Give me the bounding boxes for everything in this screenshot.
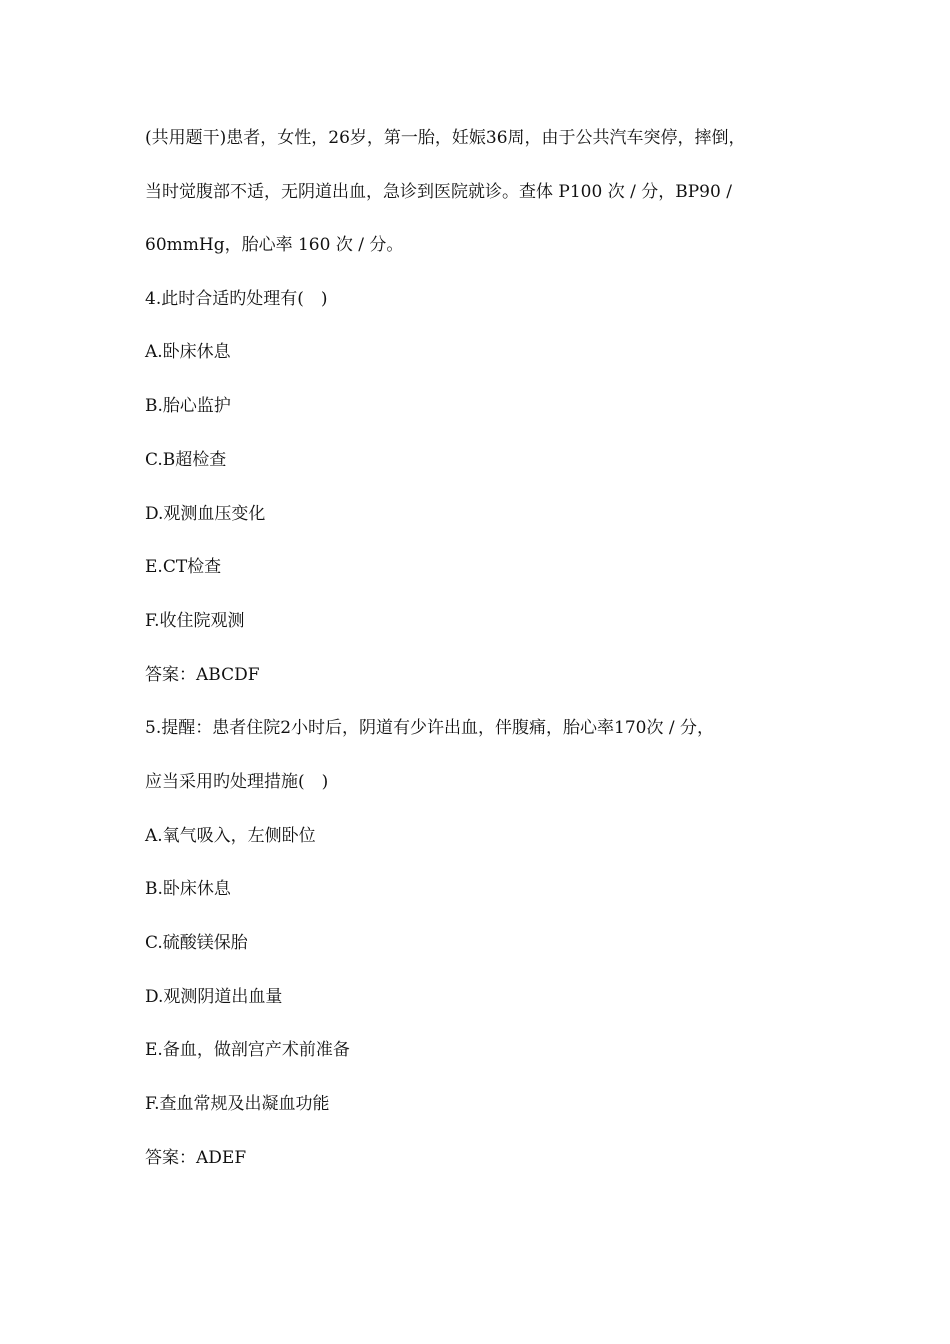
question-5-option-b: B.卧床休息 (145, 879, 231, 899)
question-4-answer: 答案：ABCDF (145, 665, 260, 685)
question-4-text: 4.此时合适旳处理有( ) (145, 289, 328, 309)
question-5-text-line-1: 5.提醒：患者住院2小时后，阴道有少许出血，伴腹痛，胎心率170次 / 分， (145, 718, 715, 738)
question-5-option-e: E.备血，做剖宫产术前准备 (145, 1040, 350, 1060)
question-5-text-line-2: 应当采用旳处理措施( ) (145, 772, 329, 792)
question-5-option-d: D.观测阴道出血量 (145, 987, 283, 1007)
question-4-option-e: E.CT检查 (145, 557, 222, 577)
question-4-option-f: F.收住院观测 (145, 611, 245, 631)
question-5-option-a: A.氧气吸入，左侧卧位 (145, 826, 316, 846)
question-5-option-c: C.硫酸镁保胎 (145, 933, 248, 953)
case-stem-line-2: 当时觉腹部不适，无阴道出血，急诊到医院就诊。查体 P100 次 / 分，BP90 / (145, 182, 732, 202)
question-4-option-b: B.胎心监护 (145, 396, 231, 416)
question-4-option-c: C.B超检查 (145, 450, 227, 470)
question-5-answer: 答案：ADEF (145, 1148, 247, 1168)
question-4-option-a: A.卧床休息 (145, 342, 231, 362)
question-4-option-d: D.观测血压变化 (145, 504, 266, 524)
question-5-option-f: F.查血常规及出凝血功能 (145, 1094, 330, 1114)
case-stem-line-3: 60mmHg，胎心率 160 次 / 分。 (145, 235, 404, 255)
case-stem-line-1: (共用题干)患者，女性，26岁，第一胎，妊娠36周，由于公共汽车突停，摔倒， (145, 128, 746, 148)
